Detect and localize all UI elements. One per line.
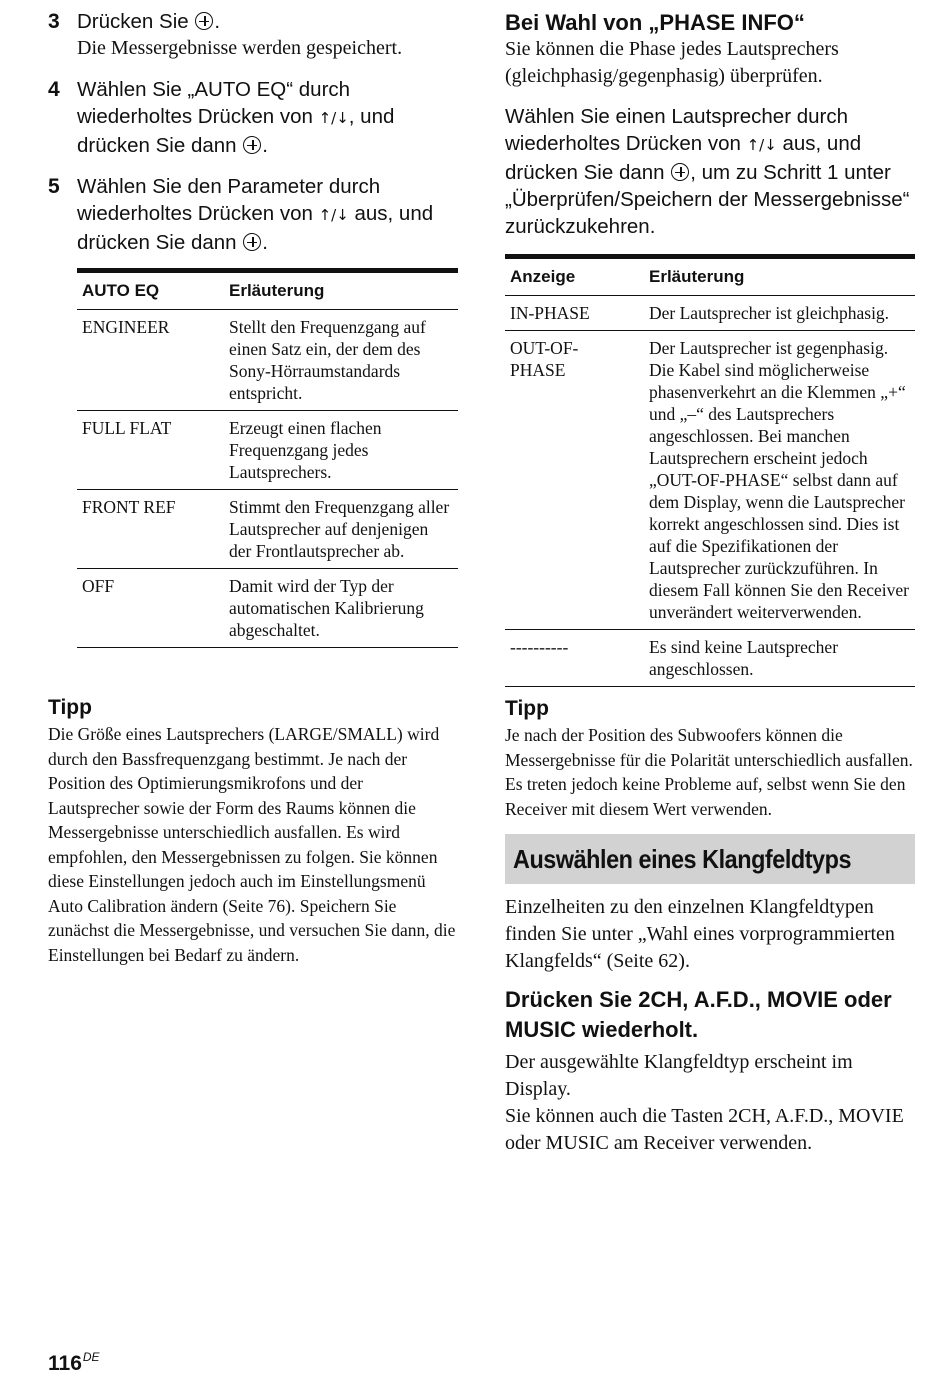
step-text-end: . [262, 231, 268, 254]
step-text-cont: , und drücken Sie dann [77, 105, 395, 157]
step-text: Drücken Sie [77, 10, 189, 33]
enter-button-icon [243, 233, 261, 251]
table-header-row [505, 257, 915, 296]
press-note: Sie können auch die Tasten 2CH, A.F.D., MOVIE oder MUSIC am Receiver verwenden. [505, 1105, 904, 1154]
tipp-body: Je nach der Position des Subwoofers können die Messergebnisse für die Polarität unterschiedlich ausfallen. Es treten jedoch keine Probleme auf, selbst wenn Sie den Receiver mit diesem Wert verwenden. [505, 725, 913, 819]
table-cell: ENGINEER [77, 310, 224, 411]
phase-step-text-mid: aus, und drücken Sie dann [505, 132, 862, 184]
table-row [77, 569, 458, 648]
column-header: AUTO EQ [77, 271, 224, 310]
section-title: Auswählen eines Klangfeldtyps [513, 844, 852, 874]
enter-button-icon [671, 163, 689, 181]
step-5 [48, 173, 458, 256]
up-down-arrow-icon: ↑/↓ [318, 206, 349, 224]
left-column [48, 8, 458, 967]
table-cell: FULL FLAT [77, 411, 224, 490]
phase-info-step [505, 103, 915, 240]
table-cell: Der Lautsprecher ist gegenphasig. Die Kabel sind möglicherweise phasenverkehrt an die Klemmen „+“ und „–“ des Lautsprechers angeschlossen. Bei manchen Lautsprechern erscheint jedoch „OUT-OF-PHASE“ selbst dann auf dem Display, wenn die Lautsprecher korrekt angeschlossen sind. Dies ist auf die Spezifikationen der Lautsprecher zurückzuführen. In diesem Fall können Sie den Receiver unverändert weiterverwenden. [644, 331, 915, 630]
step-text-cont: aus, und drücken Sie dann [77, 202, 434, 254]
up-down-arrow-icon: ↑/↓ [746, 136, 777, 154]
table-row [505, 296, 915, 331]
phase-table [505, 254, 915, 687]
phase-info-heading: Bei Wahl von „PHASE INFO“ [505, 10, 805, 35]
tipp-title: Tipp [505, 697, 549, 720]
page-number [48, 1350, 100, 1376]
right-column [505, 8, 915, 1157]
step-number: 3 [48, 10, 60, 33]
table-cell: Damit wird der Typ der automatischen Kalibrierung abgeschaltet. [224, 569, 458, 648]
step-text: Wählen Sie den Parameter durch wiederholtes Drücken von [77, 175, 381, 225]
table-cell: IN-PHASE [505, 296, 644, 331]
table-header-row [77, 271, 458, 310]
table-cell: Der Lautsprecher ist gleichphasig. [644, 296, 915, 331]
table-row [77, 310, 458, 411]
column-header: Erläuterung [224, 271, 458, 310]
table-cell: Erzeugt einen flachen Frequenzgang jedes Lautsprechers. [224, 411, 458, 490]
up-down-arrow-icon: ↑/↓ [318, 109, 349, 127]
section-title-banner [505, 834, 915, 884]
step-4 [48, 76, 458, 159]
press-result: Der ausgewählte Klangfeldtyp erscheint im Display. [505, 1051, 853, 1100]
table-row [77, 411, 458, 490]
table-cell: ---------- [505, 630, 644, 687]
table-row [505, 331, 915, 630]
step-text-end: . [214, 10, 221, 33]
column-header: Erläuterung [644, 257, 915, 296]
table-row [77, 490, 458, 569]
table-cell: Stellt den Frequenzgang auf einen Satz ein, der dem des Sony-Hörraumstandards entspricht. [224, 310, 458, 411]
column-header: Anzeige [505, 257, 644, 296]
step-3 [48, 8, 458, 62]
enter-button-icon [195, 12, 213, 30]
phase-step-text-end: , um zu Schritt 1 unter „Überprüfen/Speichern der Messergebnisse“ zurückzukehren. [505, 161, 910, 238]
enter-button-icon [243, 136, 261, 154]
table-cell: OFF [77, 569, 224, 648]
step-text-end: . [262, 134, 268, 157]
tipp-body: Die Größe eines Lautsprechers (LARGE/SMALL) wird durch den Bassfrequenzgang bestimmt. Je nach der Position des Optimierungsmikrofons und der Lautsprecher sowie der Form des Raums können die Messergebnisse unterschiedlich ausfallen. Es wird empfohlen, den Messergebnissen zu folgen. Sie können diese Einstellungen jedoch auch im Einstellungsmenü Auto Calibration ändern (Seite 76). Speichern Sie zunächst die Messergebnisse, und versuchen Sie dann, die Einstellungen bei Bedarf zu ändern. [48, 724, 456, 965]
auto-eq-table [77, 268, 458, 648]
table-cell: FRONT REF [77, 490, 224, 569]
table-row [505, 630, 915, 687]
page-number-suffix: DE [82, 1350, 100, 1364]
step-number: 5 [48, 175, 60, 198]
step-number: 4 [48, 78, 60, 101]
tipp-box [48, 696, 458, 967]
page-number-value: 116 [48, 1352, 82, 1375]
table-cell: Stimmt den Frequenzgang aller Lautsprecher auf denjenigen der Frontlautsprecher ab. [224, 490, 458, 569]
tipp-box [505, 697, 915, 821]
press-heading: Drücken Sie 2CH, A.F.D., MOVIE oder MUSIC wiederholt. [505, 987, 892, 1042]
step-text: Wählen Sie „AUTO EQ“ durch wiederholtes Drücken von [77, 78, 351, 128]
phase-step-text: Wählen Sie einen Lautsprecher durch wiederholtes Drücken von [505, 105, 849, 155]
tipp-title: Tipp [48, 696, 92, 719]
section-intro: Einzelheiten zu den einzelnen Klangfeldtypen finden Sie unter „Wahl eines vorprogrammierten Klangfelds“ (Seite 62). [505, 896, 895, 972]
step-subtext: Die Messergebnisse werden gespeichert. [77, 37, 403, 59]
table-cell: Es sind keine Lautsprecher angeschlossen. [644, 630, 915, 687]
table-cell: OUT-OF-PHASE [505, 331, 644, 630]
auto-eq-table-wrap [48, 268, 458, 648]
phase-info-intro: Sie können die Phase jedes Lautsprechers (gleichphasig/gegenphasig) überprüfen. [505, 38, 839, 87]
